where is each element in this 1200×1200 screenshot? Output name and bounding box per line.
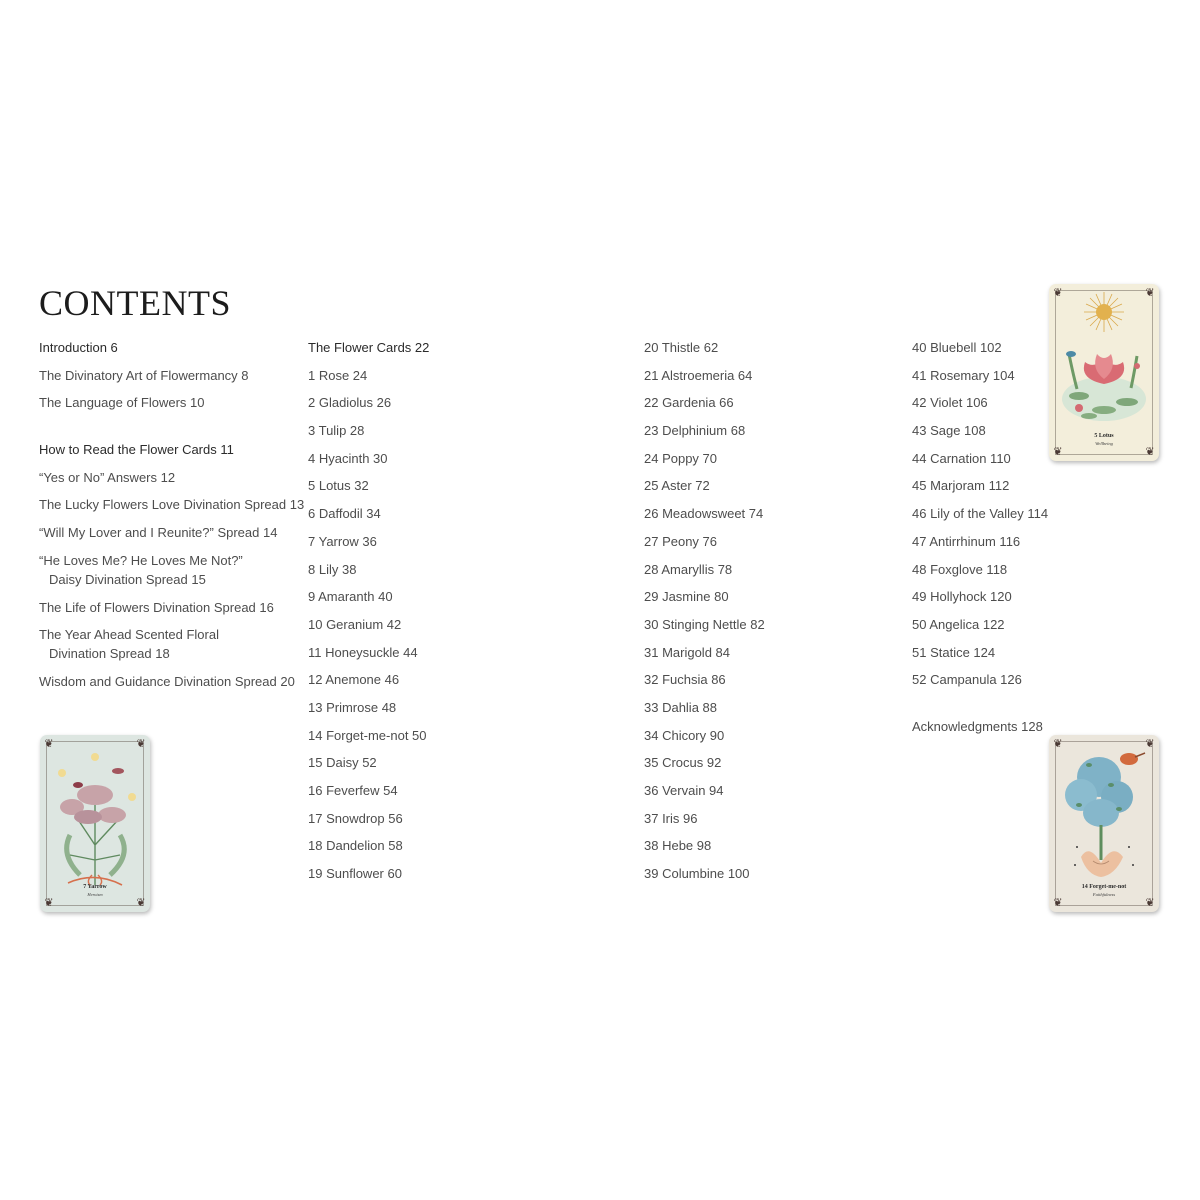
toc-entry-flower-cards[interactable]: The Flower Cards 22	[308, 340, 430, 355]
toc-entry[interactable]: 1 Rose 24	[308, 367, 368, 383]
toc-entry-line1: The Year Ahead Scented Floral	[39, 627, 219, 643]
ornament-icon: ❦	[1145, 897, 1155, 909]
toc-entry[interactable]: 27 Peony 76	[644, 533, 718, 549]
toc-entry[interactable]: 32 Fuchsia 86	[644, 672, 726, 688]
toc-entry[interactable]: 42 Violet 106	[912, 395, 988, 411]
toc-entry[interactable]: 13 Primrose 48	[308, 699, 397, 715]
toc-entry[interactable]: 7 Yarrow 36	[308, 533, 377, 549]
toc-entry[interactable]: 33 Dahlia 88	[644, 699, 717, 715]
toc-column-cards-3	[912, 338, 1048, 745]
ornament-icon: ❦	[1145, 446, 1155, 458]
toc-entry-line2: Divination Spread 18	[49, 646, 170, 662]
toc-entry[interactable]: 41 Rosemary 104	[912, 367, 1015, 383]
toc-entry[interactable]: 30 Stinging Nettle 82	[644, 616, 765, 632]
toc-entry[interactable]: 11 Honeysuckle 44	[308, 644, 418, 660]
toc-entry[interactable]: The Language of Flowers 10	[39, 395, 205, 411]
ornament-icon: ❦	[1145, 738, 1155, 750]
card-image-forget-me-not	[1049, 735, 1159, 912]
ornament-icon: ❦	[44, 738, 54, 750]
toc-entry[interactable]: “Will My Lover and I Reunite?” Spread 14	[39, 525, 278, 541]
toc-entry[interactable]: 16 Feverfew 54	[308, 783, 398, 798]
toc-entry[interactable]: 38 Hebe 98	[644, 838, 712, 854]
toc-entry[interactable]: The Life of Flowers Divination Spread 16	[39, 599, 274, 615]
ornament-icon: ❦	[1053, 738, 1063, 750]
card-subtitle: Faithfulness	[1092, 892, 1116, 897]
toc-entry[interactable]: The Divinatory Art of Flowermancy 8	[39, 367, 249, 383]
toc-entry[interactable]: 34 Chicory 90	[644, 727, 725, 743]
toc-entry[interactable]: 17 Snowdrop 56	[308, 810, 403, 826]
ornament-icon: ❦	[136, 897, 146, 909]
ornament-icon: ❦	[1145, 287, 1155, 299]
toc-entry[interactable]: 9 Amaranth 40	[308, 589, 393, 605]
toc-entry[interactable]: Wisdom and Guidance Divination Spread 20	[39, 673, 295, 689]
toc-entry[interactable]: 14 Forget-me-not 50	[308, 727, 427, 743]
toc-entry-how-to-read[interactable]: How to Read the Flower Cards 11	[39, 442, 234, 458]
toc-entry[interactable]	[39, 551, 304, 589]
toc-entry[interactable]: 37 Iris 96	[644, 810, 698, 826]
toc-entry[interactable]: The Lucky Flowers Love Divination Spread 13	[39, 497, 305, 513]
toc-column-cards-2	[644, 338, 765, 892]
toc-entry[interactable]: 25 Aster 72	[644, 478, 710, 494]
toc-entry[interactable]: 22 Gardenia 66	[644, 395, 734, 411]
page-title: CONTENTS	[39, 283, 231, 323]
toc-entry[interactable]: 28 Amaryllis 78	[644, 561, 733, 577]
toc-entry[interactable]: 2 Gladiolus 26	[308, 395, 392, 411]
toc-entry[interactable]: 39 Columbine 100	[644, 866, 750, 882]
card-title: 5 Lotus	[1094, 433, 1114, 439]
toc-entry[interactable]: 6 Daffodil 34	[308, 506, 381, 522]
card-frame	[1055, 741, 1153, 906]
card-subtitle: Heroism	[87, 892, 103, 897]
toc-entry[interactable]: 4 Hyacinth 30	[308, 450, 388, 466]
ornament-icon: ❦	[1053, 897, 1063, 909]
toc-entry-introduction[interactable]: Introduction 6	[39, 340, 118, 355]
toc-entry[interactable]: 10 Geranium 42	[308, 616, 402, 632]
toc-entry-line1: “He Loves Me? He Loves Me Not?”	[39, 552, 243, 568]
toc-entry[interactable]	[39, 625, 304, 663]
toc-entry[interactable]: 29 Jasmine 80	[644, 589, 729, 605]
toc-entry[interactable]: 44 Carnation 110	[912, 450, 1011, 466]
toc-entry[interactable]: 23 Delphinium 68	[644, 423, 746, 439]
toc-entry[interactable]: 52 Campanula 126	[912, 672, 1022, 688]
toc-entry[interactable]: 20 Thistle 62	[644, 340, 719, 355]
card-title: 14 Forget-me-not	[1081, 884, 1127, 890]
toc-entry[interactable]: 47 Antirrhinum 116	[912, 533, 1021, 549]
ornament-icon: ❦	[1053, 446, 1063, 458]
toc-entry[interactable]: 24 Poppy 70	[644, 450, 718, 466]
toc-entry[interactable]: 46 Lily of the Valley 114	[912, 506, 1049, 522]
toc-entry[interactable]: 21 Alstroemeria 64	[644, 367, 753, 383]
toc-column-intro	[39, 338, 304, 700]
toc-entry[interactable]: 48 Foxglove 118	[912, 561, 1008, 577]
toc-entry[interactable]: 19 Sunflower 60	[308, 866, 402, 882]
card-frame	[1055, 290, 1153, 455]
card-frame	[46, 741, 144, 906]
ornament-icon: ❦	[136, 738, 146, 750]
toc-entry[interactable]: 50 Angelica 122	[912, 616, 1005, 632]
toc-entry[interactable]: “Yes or No” Answers 12	[39, 469, 176, 485]
toc-entry[interactable]: 5 Lotus 32	[308, 478, 369, 494]
card-title: 7 Yarrow	[83, 884, 107, 890]
card-subtitle: Wellbeing	[1095, 441, 1113, 446]
toc-entry-acknowledgments[interactable]: Acknowledgments 128	[912, 718, 1043, 734]
toc-entry[interactable]: 3 Tulip 28	[308, 423, 365, 439]
toc-entry[interactable]: 12 Anemone 46	[308, 672, 400, 688]
toc-entry[interactable]: 8 Lily 38	[308, 561, 357, 577]
toc-entry[interactable]: 18 Dandelion 58	[308, 838, 403, 854]
toc-entry[interactable]: 51 Statice 124	[912, 644, 996, 660]
toc-entry[interactable]: 45 Marjoram 112	[912, 478, 1010, 494]
toc-entry[interactable]: 31 Marigold 84	[644, 644, 730, 660]
toc-column-cards-1	[308, 338, 429, 892]
toc-entry-line2: Daisy Divination Spread 15	[49, 571, 206, 587]
card-image-yarrow	[40, 735, 150, 912]
ornament-icon: ❦	[1053, 287, 1063, 299]
toc-entry[interactable]: 26 Meadowsweet 74	[644, 506, 764, 522]
card-image-lotus	[1049, 284, 1159, 461]
toc-entry[interactable]: 49 Hollyhock 120	[912, 589, 1012, 605]
ornament-icon: ❦	[44, 897, 54, 909]
toc-entry[interactable]: 15 Daisy 52	[308, 755, 377, 771]
toc-entry[interactable]: 43 Sage 108	[912, 423, 986, 439]
toc-entry[interactable]: 35 Crocus 92	[644, 755, 722, 771]
toc-entry[interactable]: 40 Bluebell 102	[912, 340, 1002, 355]
toc-entry[interactable]: 36 Vervain 94	[644, 783, 724, 798]
